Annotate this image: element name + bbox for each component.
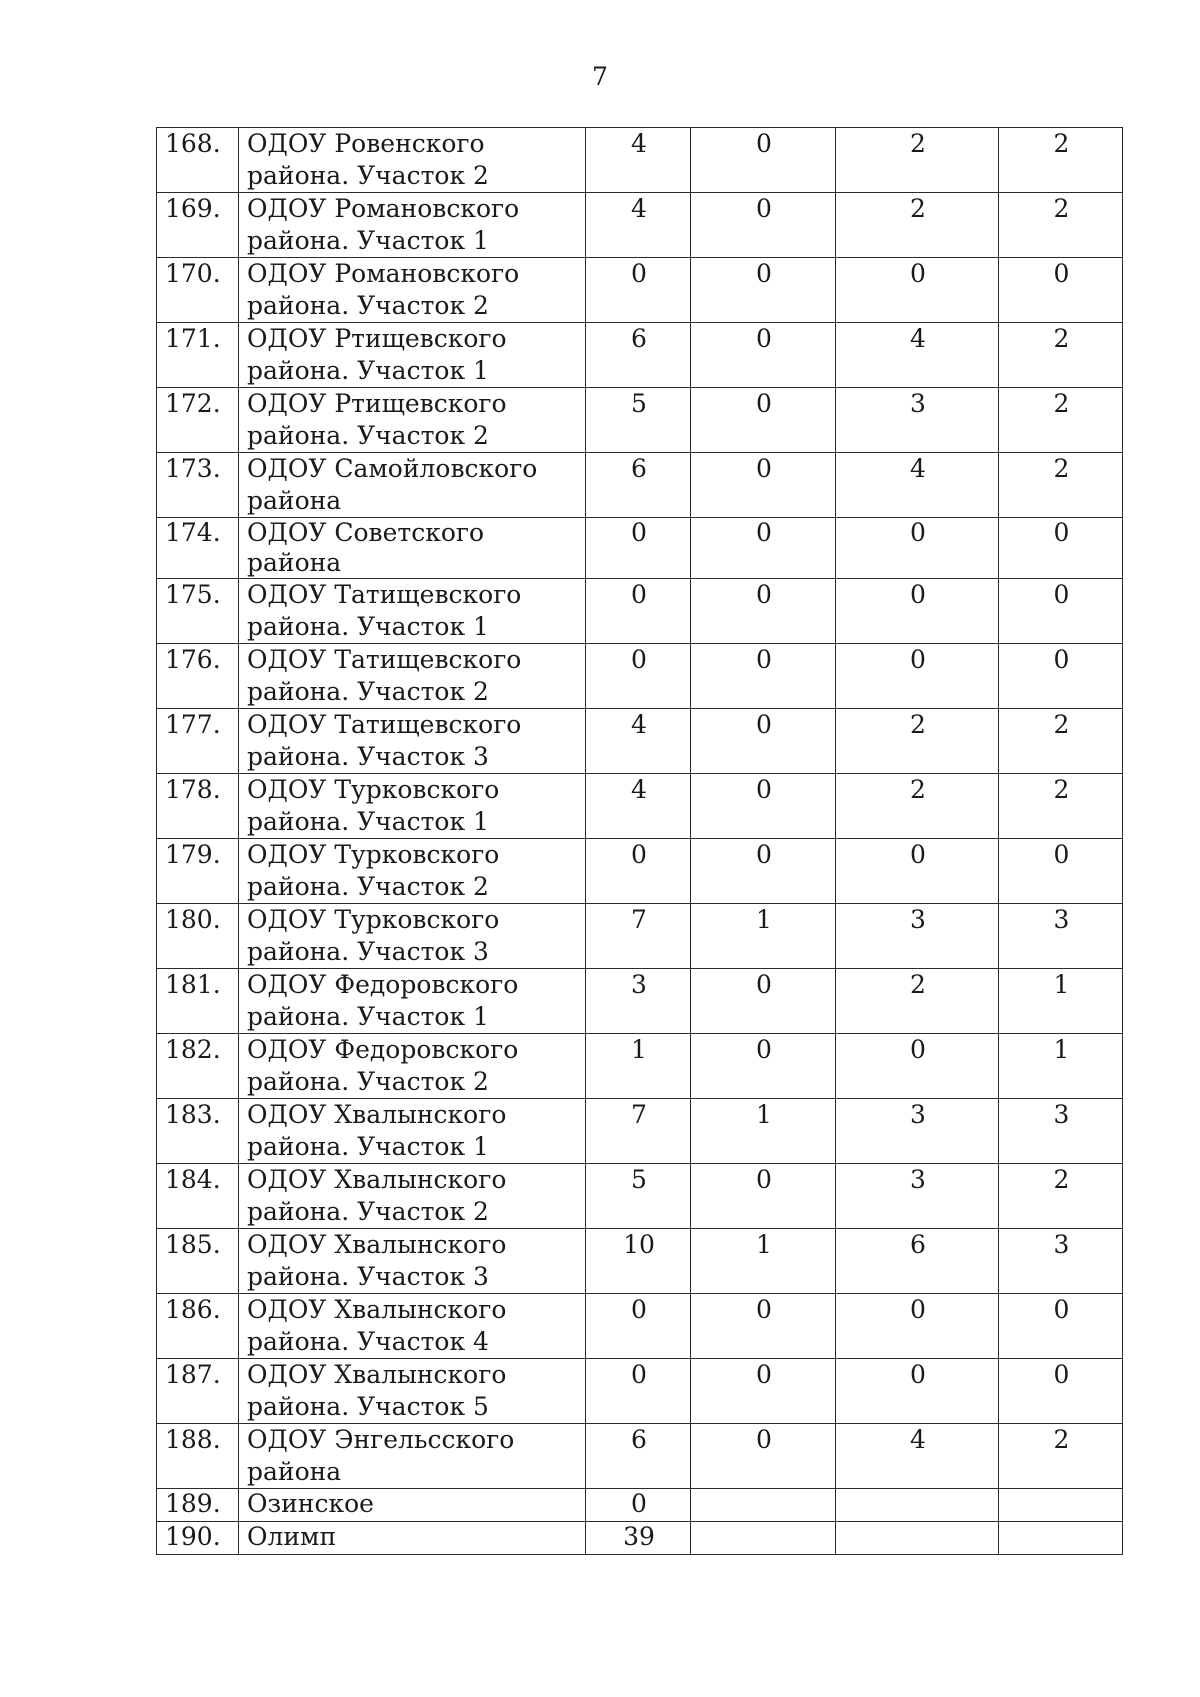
value-col-3 <box>836 1489 999 1522</box>
row-name: ОДОУ Хвалынского района. Участок 2 <box>239 1164 586 1229</box>
value-col-3: 2 <box>836 969 999 1034</box>
value-col-3: 0 <box>836 644 999 709</box>
row-number: 189. <box>157 1489 239 1522</box>
value-col-4: 2 <box>999 709 1123 774</box>
row-name: ОДОУ Хвалынского района. Участок 1 <box>239 1099 586 1164</box>
value-col-1: 0 <box>586 644 691 709</box>
value-col-2: 1 <box>691 1229 836 1294</box>
value-col-2: 0 <box>691 1164 836 1229</box>
row-number: 174. <box>157 518 239 579</box>
value-col-3: 2 <box>836 709 999 774</box>
row-name: ОДОУ Романовского района. Участок 1 <box>239 193 586 258</box>
row-name: Озинское <box>239 1489 586 1522</box>
table-row <box>157 1229 1123 1294</box>
table-row <box>157 518 1123 579</box>
row-name: ОДОУ Советского района <box>239 518 586 579</box>
value-col-2: 1 <box>691 1099 836 1164</box>
value-col-4: 3 <box>999 1229 1123 1294</box>
value-col-1: 4 <box>586 193 691 258</box>
value-col-2: 0 <box>691 1294 836 1359</box>
value-col-4 <box>999 1489 1123 1522</box>
table-row <box>157 1522 1123 1555</box>
value-col-1: 4 <box>586 774 691 839</box>
table-row <box>157 193 1123 258</box>
value-col-4: 3 <box>999 904 1123 969</box>
row-name: ОДОУ Турковского района. Участок 1 <box>239 774 586 839</box>
results-table <box>156 127 1123 1555</box>
row-number: 185. <box>157 1229 239 1294</box>
value-col-3: 4 <box>836 453 999 518</box>
value-col-2: 0 <box>691 774 836 839</box>
value-col-1: 4 <box>586 709 691 774</box>
row-name: ОДОУ Хвалынского района. Участок 3 <box>239 1229 586 1294</box>
value-col-4: 2 <box>999 193 1123 258</box>
value-col-3: 2 <box>836 193 999 258</box>
row-number: 187. <box>157 1359 239 1424</box>
value-col-1: 0 <box>586 1294 691 1359</box>
value-col-3: 3 <box>836 388 999 453</box>
value-col-4: 0 <box>999 518 1123 579</box>
row-name: ОДОУ Ртищевского района. Участок 1 <box>239 323 586 388</box>
row-number: 186. <box>157 1294 239 1359</box>
value-col-3: 0 <box>836 579 999 644</box>
row-number: 181. <box>157 969 239 1034</box>
table-row <box>157 969 1123 1034</box>
table-row <box>157 323 1123 388</box>
row-number: 170. <box>157 258 239 323</box>
row-number: 182. <box>157 1034 239 1099</box>
value-col-3: 2 <box>836 774 999 839</box>
value-col-1: 0 <box>586 839 691 904</box>
table-row <box>157 774 1123 839</box>
table-row <box>157 1034 1123 1099</box>
row-number: 183. <box>157 1099 239 1164</box>
value-col-1: 0 <box>586 1359 691 1424</box>
row-number: 190. <box>157 1522 239 1555</box>
value-col-1: 6 <box>586 323 691 388</box>
value-col-4: 0 <box>999 1359 1123 1424</box>
value-col-2: 0 <box>691 709 836 774</box>
value-col-4: 2 <box>999 388 1123 453</box>
row-number: 184. <box>157 1164 239 1229</box>
value-col-1: 5 <box>586 388 691 453</box>
value-col-1: 0 <box>586 258 691 323</box>
value-col-4: 0 <box>999 258 1123 323</box>
row-number: 168. <box>157 128 239 193</box>
value-col-1: 6 <box>586 1424 691 1489</box>
row-name: ОДОУ Самойловского района <box>239 453 586 518</box>
value-col-4: 0 <box>999 579 1123 644</box>
row-name: ОДОУ Федоровского района. Участок 2 <box>239 1034 586 1099</box>
value-col-3: 0 <box>836 1359 999 1424</box>
value-col-4: 2 <box>999 323 1123 388</box>
value-col-3 <box>836 1522 999 1555</box>
table-row <box>157 1164 1123 1229</box>
row-name: ОДОУ Турковского района. Участок 3 <box>239 904 586 969</box>
row-number: 176. <box>157 644 239 709</box>
value-col-2: 0 <box>691 839 836 904</box>
value-col-3: 0 <box>836 839 999 904</box>
value-col-1: 3 <box>586 969 691 1034</box>
value-col-1: 6 <box>586 453 691 518</box>
value-col-2: 0 <box>691 1034 836 1099</box>
value-col-1: 0 <box>586 518 691 579</box>
value-col-4: 0 <box>999 644 1123 709</box>
row-name: ОДОУ Татищевского района. Участок 3 <box>239 709 586 774</box>
row-name: ОДОУ Татищевского района. Участок 2 <box>239 644 586 709</box>
value-col-4: 2 <box>999 1424 1123 1489</box>
value-col-3: 3 <box>836 1164 999 1229</box>
table-row <box>157 579 1123 644</box>
value-col-4 <box>999 1522 1123 1555</box>
table-row <box>157 904 1123 969</box>
value-col-2: 0 <box>691 388 836 453</box>
row-name: ОДОУ Татищевского района. Участок 1 <box>239 579 586 644</box>
value-col-3: 2 <box>836 128 999 193</box>
row-name: ОДОУ Хвалынского района. Участок 4 <box>239 1294 586 1359</box>
value-col-1: 39 <box>586 1522 691 1555</box>
row-name: ОДОУ Турковского района. Участок 2 <box>239 839 586 904</box>
value-col-2: 0 <box>691 518 836 579</box>
row-number: 169. <box>157 193 239 258</box>
table-row <box>157 1099 1123 1164</box>
value-col-1: 7 <box>586 904 691 969</box>
table-row <box>157 1294 1123 1359</box>
value-col-1: 5 <box>586 1164 691 1229</box>
row-name: ОДОУ Энгельсского района <box>239 1424 586 1489</box>
value-col-3: 3 <box>836 1099 999 1164</box>
value-col-2: 0 <box>691 579 836 644</box>
row-number: 180. <box>157 904 239 969</box>
value-col-1: 7 <box>586 1099 691 1164</box>
row-number: 172. <box>157 388 239 453</box>
row-number: 171. <box>157 323 239 388</box>
value-col-3: 4 <box>836 323 999 388</box>
row-name: ОДОУ Федоровского района. Участок 1 <box>239 969 586 1034</box>
row-name: ОДОУ Ровенского района. Участок 2 <box>239 128 586 193</box>
row-number: 177. <box>157 709 239 774</box>
value-col-2: 0 <box>691 969 836 1034</box>
value-col-3: 0 <box>836 1034 999 1099</box>
row-name: Олимп <box>239 1522 586 1555</box>
value-col-2 <box>691 1522 836 1555</box>
value-col-2: 1 <box>691 904 836 969</box>
value-col-3: 4 <box>836 1424 999 1489</box>
value-col-2: 0 <box>691 193 836 258</box>
value-col-3: 0 <box>836 518 999 579</box>
value-col-4: 2 <box>999 128 1123 193</box>
page-number: 7 <box>592 62 608 91</box>
value-col-2 <box>691 1489 836 1522</box>
row-number: 188. <box>157 1424 239 1489</box>
value-col-3: 0 <box>836 258 999 323</box>
value-col-1: 0 <box>586 1489 691 1522</box>
table-row <box>157 1424 1123 1489</box>
value-col-2: 0 <box>691 258 836 323</box>
value-col-2: 0 <box>691 644 836 709</box>
value-col-2: 0 <box>691 1424 836 1489</box>
value-col-2: 0 <box>691 1359 836 1424</box>
value-col-4: 0 <box>999 839 1123 904</box>
value-col-2: 0 <box>691 323 836 388</box>
value-col-3: 0 <box>836 1294 999 1359</box>
row-name: ОДОУ Романовского района. Участок 2 <box>239 258 586 323</box>
table-row <box>157 453 1123 518</box>
value-col-4: 3 <box>999 1099 1123 1164</box>
value-col-4: 2 <box>999 1164 1123 1229</box>
table-row <box>157 839 1123 904</box>
value-col-1: 1 <box>586 1034 691 1099</box>
table-row <box>157 128 1123 193</box>
table-row <box>157 258 1123 323</box>
row-name: ОДОУ Ртищевского района. Участок 2 <box>239 388 586 453</box>
table-body <box>157 128 1123 1555</box>
value-col-1: 0 <box>586 579 691 644</box>
value-col-4: 1 <box>999 1034 1123 1099</box>
value-col-2: 0 <box>691 453 836 518</box>
table-row <box>157 1359 1123 1424</box>
row-number: 175. <box>157 579 239 644</box>
row-name: ОДОУ Хвалынского района. Участок 5 <box>239 1359 586 1424</box>
value-col-3: 6 <box>836 1229 999 1294</box>
value-col-3: 3 <box>836 904 999 969</box>
row-number: 178. <box>157 774 239 839</box>
value-col-4: 0 <box>999 1294 1123 1359</box>
row-number: 179. <box>157 839 239 904</box>
value-col-4: 1 <box>999 969 1123 1034</box>
table-row <box>157 644 1123 709</box>
table-row <box>157 388 1123 453</box>
table-row <box>157 709 1123 774</box>
value-col-1: 10 <box>586 1229 691 1294</box>
value-col-2: 0 <box>691 128 836 193</box>
value-col-1: 4 <box>586 128 691 193</box>
table-row <box>157 1489 1123 1522</box>
value-col-4: 2 <box>999 774 1123 839</box>
row-number: 173. <box>157 453 239 518</box>
value-col-4: 2 <box>999 453 1123 518</box>
